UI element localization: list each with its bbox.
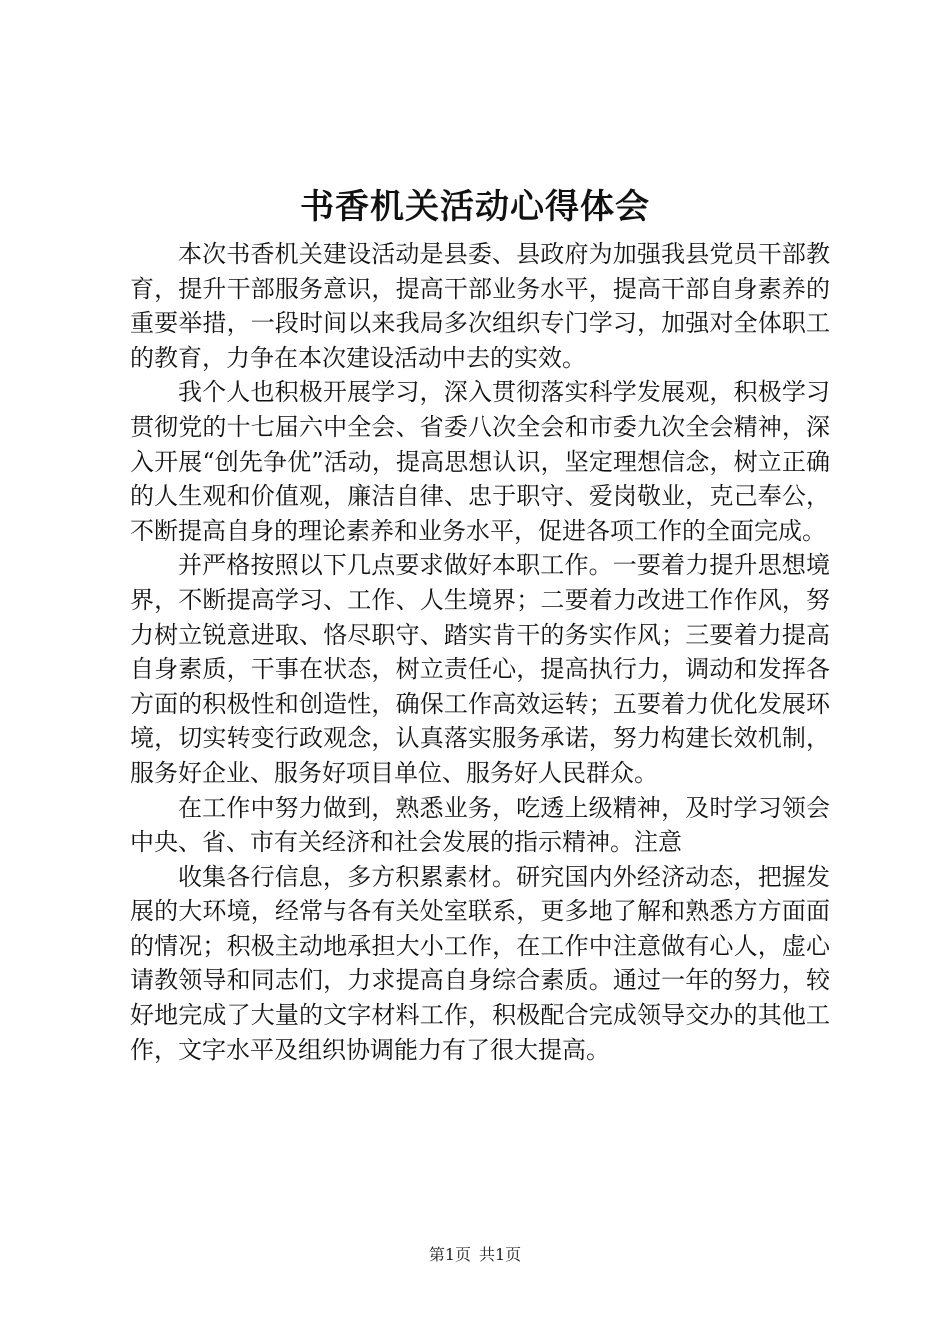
paragraph-4: 在工作中努力做到，熟悉业务，吃透上级精神，及时学习领会中央、省、市有关经济和社会发展的指示精神。注意 xyxy=(130,793,830,857)
page-footer xyxy=(0,1243,950,1267)
paragraph-1: 本次书香机关建设活动是县委、县政府为加强我县党员干部教育，提升干部服务意识，提高干部业务水平，提高干部自身素养的重要举措，一段时间以来我局多次组织专门学习，加强对全体职工的教育，力争在本次建设活动中去的实效。 xyxy=(130,240,830,372)
paragraph-3: 并严格按照以下几点要求做好本职工作。一要着力提升思想境界，不断提高学习、工作、人生境界；二要着力改进工作作风，努力树立锐意进取、恪尽职守、踏实肯干的务实作风；三要着力提高自身素质，干事在状态，树立责任心，提高执行力，调动和发挥各方面的积极性和创造性，确保工作高效运转；五要着力优化发展环境，切实转变行政观念，认真落实服务承诺，努力构建长效机制，服务好企业、服务好项目单位、服务好人民群众。 xyxy=(130,551,830,787)
paragraph-2: 我个人也积极开展学习，深入贯彻落实科学发展观，积极学习贯彻党的十七届六中全会、省委八次全会和市委九次全会精神，深入开展“创先争优”活动，提高思想认识，坚定理想信念，树立正确的人生观和价值观，廉洁自律、忠于职守、爱岗敬业，克己奉公，不断提高自身的理论素养和业务水平，促进各项工作的全面完成。 xyxy=(130,378,830,545)
document-body xyxy=(130,237,830,1067)
page-total: 共1页 xyxy=(479,1245,522,1264)
page-number: 第1页 xyxy=(428,1245,471,1264)
document-title: 书香机关活动心得体会 xyxy=(300,187,650,227)
paragraph-5: 收集各行信息，多方积累素材。研究国内外经济动态，把握发展的大环境，经常与各有关处室联系，更多地了解和熟悉方方面面的情况；积极主动地承担大小工作，在工作中注意做有心人，虚心请教领导和同志们，力求提高自身综合素质。通过一年的努力，较好地完成了大量的文字材料工作，积极配合完成领导交办的其他工作，文字水平及组织协调能力有了很大提高。 xyxy=(130,862,830,1064)
